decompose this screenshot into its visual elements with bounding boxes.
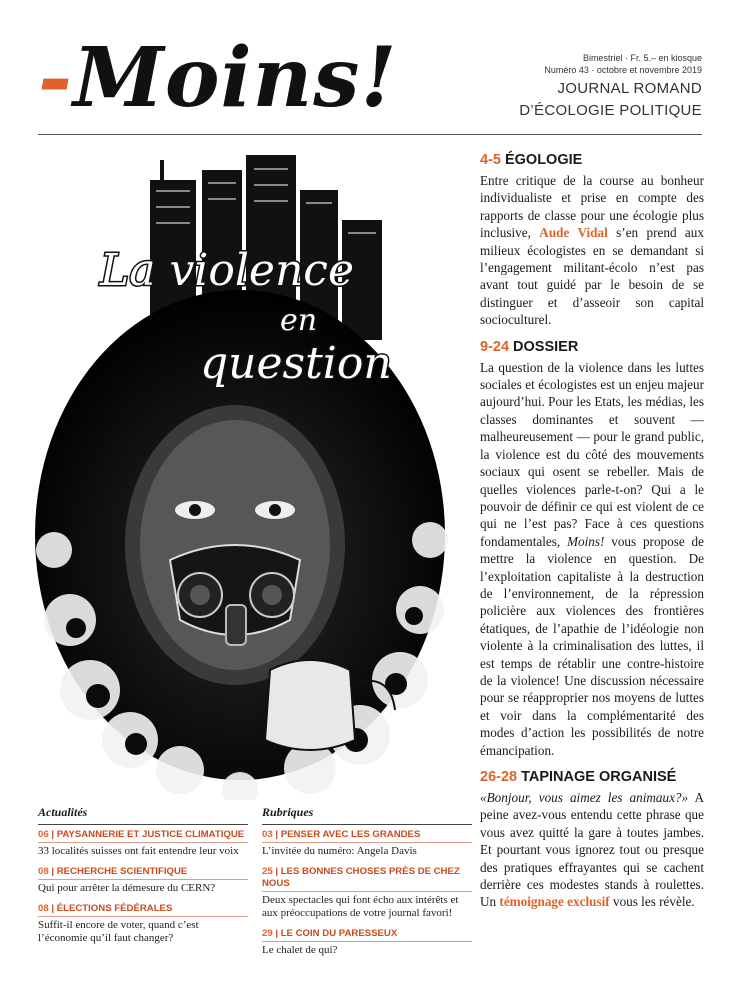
item-heading: 03 | PENSER AVEC LES GRANDES [262,829,472,843]
list-item [38,903,248,945]
item-heading: 25 | LES BONNES CHOSES PRÈS DE CHEZ NOUS [262,866,472,892]
section-text-start: A peine avez-vous entendu cette phrase que vous avez quitté la gare à toutes jambes. Et pourtant vous ignorez tout ou presque des pratiques effrayantes qui se cachent derrière ces modestes stands à roulettes. Un [480,790,704,910]
section-text [480,789,704,911]
section-text-end: s’en prend aux milieux écologistes en se demandant si l’engagement militant-écolo n’est pas avant tout guidé par le besoin de se distinguer et d’asseoir son capital socioculturel. [480,225,704,328]
item-title: RECHERCHE SCIENTIFIQUE [56,866,188,877]
list-item [38,866,248,895]
art-title-line2: en [280,303,318,338]
tagline-1: JOURNAL ROMAND [557,80,702,97]
item-title: ÉLECTIONS FÉDÉRALES [56,903,173,914]
section-dossier [480,337,704,759]
item-title: PENSER AVEC LES GRANDES [280,829,421,840]
masthead-meta [519,52,702,120]
section-text-start: Entre critique de la course au bonheur individualiste et prise en compte des rapports de classe pour une écologie plus inclusive, [480,173,704,241]
item-page: 08 [38,866,49,877]
item-heading: 06 | PAYSANNERIE ET JUSTICE CLIMATIQUE [38,829,248,843]
section-text [480,359,704,759]
section-heading [480,337,704,357]
actualites-block [38,805,248,953]
logo-dash: - [38,30,74,126]
list-item [38,829,248,858]
section-quote: «Bonjour, vous aimez les animaux?» [480,790,689,805]
section-pages: 4-5 [480,152,501,168]
logo-title: Moins! [73,30,398,126]
rubriques-block [262,805,472,965]
item-page: 29 [262,928,273,939]
list-item [262,866,472,920]
section-title: ÉGOLOGIE [504,152,583,168]
section-pages: 9-24 [480,338,510,355]
item-title: LES BONNES CHOSES PRÈS DE CHEZ NOUS [262,866,460,889]
section-text [480,172,704,329]
list-item [262,928,472,957]
section-text-end: vous les révèle. [609,894,695,910]
actualites-title: Actualités [38,805,248,825]
section-text-start: La question de la violence dans les luttes sociales et écologistes est un enjeu majeur aujourd’hui. Pour les Etats, les médias, les classes dominantes et souvent — malheureusement — pour le grand public, la violence est du côté des mouvements sociaux qui osent se rebeller. Mais de quelles violences parle-t-on? Qui a le pouvoir de définir ce qui est violent de ce qui ne l’est pas? Face à ces questions fondamentales, [480,359,704,549]
item-page: 06 [38,829,49,840]
item-desc: 33 localités suisses ont fait entendre leur voix [38,845,239,857]
masthead-divider [38,134,702,135]
item-heading: 08 | ÉLECTIONS FÉDÉRALES [38,903,248,917]
list-item [262,829,472,858]
item-desc: Qui pour arrêter la démesure du CERN? [38,882,216,894]
section-text-end: vous propose de mettre la violence en question. De l’exploitation capitaliste à la destruction de l’environnement, de la répression policière aux violences des frontières étatiques, de l’apathie de l’idéologie non violente à la criminalisation des luttes, il est temps de rétablir une contre-histoire de la violence! Une discussion nécessaire pour se réapproprier nos moyens de luttes et voir dans la complémentarité des modes d’action les possibilités de notre émancipation. [480,533,704,758]
author-highlight: Aude Vidal [539,225,608,241]
item-heading: 08 | RECHERCHE SCIENTIFIQUE [38,866,248,880]
item-desc: L’invitée du numéro: Angela Davis [262,845,417,857]
exclusive-highlight: témoignage exclusif [499,894,610,910]
art-title-line3: question [200,338,392,389]
section-heading [480,150,704,170]
section-title: TAPINAGE ORGANISÉ [521,769,677,785]
item-desc: Le chalet de qui? [262,944,338,956]
item-page: 25 [262,866,273,877]
item-title: LE COIN DU PARESSEUX [280,928,398,939]
cover-illustration [10,150,470,800]
art-title-line1: La violence [100,245,354,296]
price-line: Bimestriel · Fr. 5.– en kiosque [582,53,702,63]
section-egologie [480,150,704,329]
item-heading: 29 | LE COIN DU PARESSEUX [262,928,472,942]
section-pages: 26-28 [480,769,518,785]
section-heading [480,767,704,787]
item-title: PAYSANNERIE ET JUSTICE CLIMATIQUE [56,829,245,840]
journal-name: Moins! [567,533,605,549]
section-title: DOSSIER [513,338,579,355]
item-desc: Deux spectacles qui font écho aux intérêts et aux préoccupations de votre journal favori! [262,894,459,919]
item-page: 08 [38,903,49,914]
issue-line: Numéro 43 · octobre et novembre 2019 [544,65,702,75]
contents-column [480,150,704,919]
section-tapinage [480,767,704,911]
tagline-2: D’ÉCOLOGIE POLITIQUE [519,102,702,119]
rubriques-title: Rubriques [262,805,472,825]
item-desc: Suffit-il encore de voter, quand c’est l’économie qu’il faut changer? [38,919,199,944]
item-page: 03 [262,829,273,840]
masthead-logo [38,28,397,128]
